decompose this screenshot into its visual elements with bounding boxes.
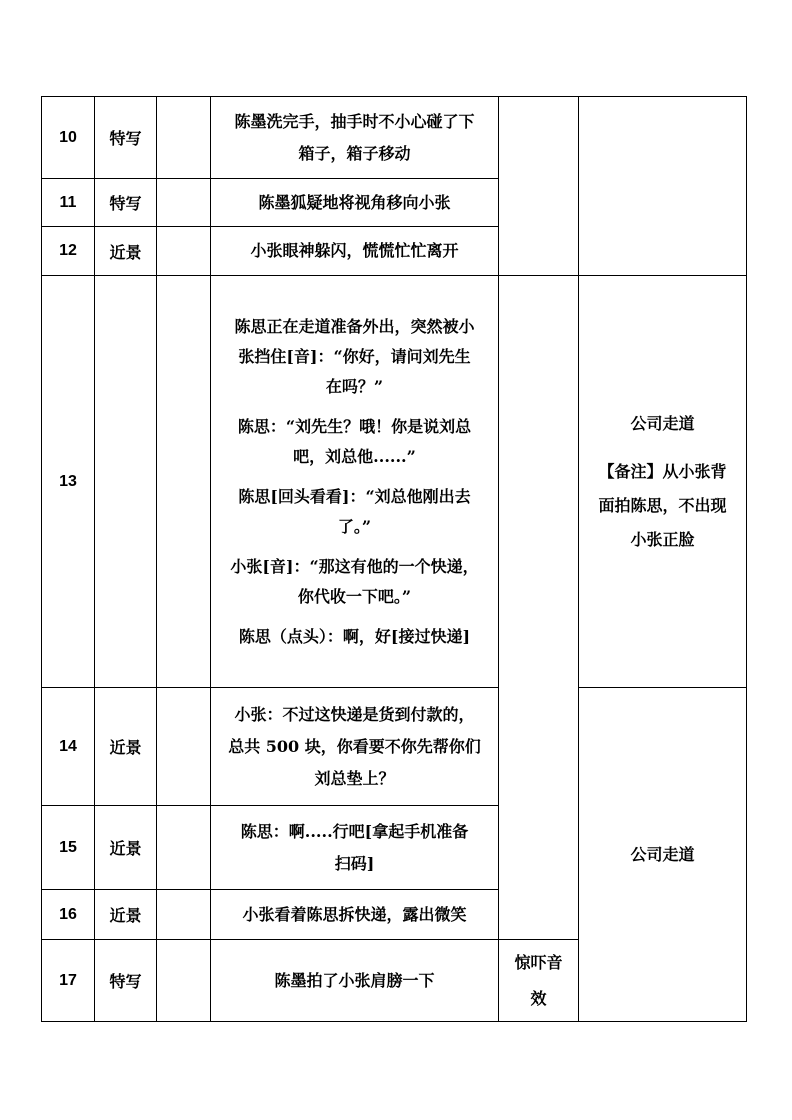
- shot-content: 陈墨拍了小张肩膀一下: [211, 940, 499, 1022]
- empty-cell: [157, 97, 211, 179]
- location-cell: 公司走道 【备注】从小张背 面拍陈思，不出现 小张正脸: [579, 276, 747, 688]
- empty-cell: [157, 940, 211, 1022]
- location-cell: [579, 97, 747, 276]
- shot-content: 小张看着陈思拆快递，露出微笑: [211, 890, 499, 940]
- table-row: [42, 276, 747, 688]
- shot-content: [211, 276, 499, 688]
- location-cell: 公司走道: [579, 688, 747, 1022]
- sound-cell: 惊吓音 效: [499, 940, 579, 1022]
- shot-number: 16: [42, 890, 95, 940]
- shot-number: 10: [42, 97, 95, 179]
- empty-cell: [157, 179, 211, 227]
- empty-cell: [157, 890, 211, 940]
- shot-type: 近景: [95, 890, 157, 940]
- shot-content: 小张：不过这快递是货到付款的， 总共 500 块，你看要不你先帮你们 刘总垫上？: [211, 688, 499, 806]
- dialogue-paragraph: 陈思[回头看看]：“刘总他刚出去 了。”: [238, 486, 471, 536]
- storyboard-table: [41, 96, 747, 1022]
- table-row: [42, 688, 747, 806]
- dialogue-paragraph: 陈思（点头）：啊，好[接过快递]: [238, 626, 471, 646]
- dialogue-paragraph: 陈思正在走道准备外出，突然被小 张挡住[音]：“你好，请问刘先生 在吗？”: [234, 316, 475, 396]
- sound-cell: [499, 276, 579, 940]
- shot-content: 陈墨狐疑地将视角移向小张: [211, 179, 499, 227]
- shot-number: 12: [42, 227, 95, 276]
- empty-cell: [157, 688, 211, 806]
- shot-content: 小张眼神躲闪，慌慌忙忙离开: [211, 227, 499, 276]
- shot-type: 近景: [95, 806, 157, 890]
- dialogue-paragraph: 陈思：“刘先生？哦！你是说刘总 吧，刘总他......”: [237, 416, 472, 466]
- shot-type: 特写: [95, 97, 157, 179]
- shot-number: 17: [42, 940, 95, 1022]
- shot-type: 特写: [95, 179, 157, 227]
- sound-cell: [499, 97, 579, 276]
- shot-number: 15: [42, 806, 95, 890]
- shot-type: [95, 276, 157, 688]
- shot-type: 特写: [95, 940, 157, 1022]
- shot-number: 11: [42, 179, 95, 227]
- empty-cell: [157, 227, 211, 276]
- shot-type: 近景: [95, 688, 157, 806]
- shot-number: 14: [42, 688, 95, 806]
- empty-cell: [157, 806, 211, 890]
- shot-type: 近景: [95, 227, 157, 276]
- table-row: [42, 97, 747, 179]
- shot-content: 陈墨洗完手，抽手时不小心碰了下 箱子，箱子移动: [211, 97, 499, 179]
- empty-cell: [157, 276, 211, 688]
- shot-content: 陈思：啊.....行吧[拿起手机准备 扫码]: [211, 806, 499, 890]
- shot-number: 13: [42, 276, 95, 688]
- dialogue-paragraph: 小张[音]：“那这有他的一个快递， 你代收一下吧。”: [230, 556, 479, 606]
